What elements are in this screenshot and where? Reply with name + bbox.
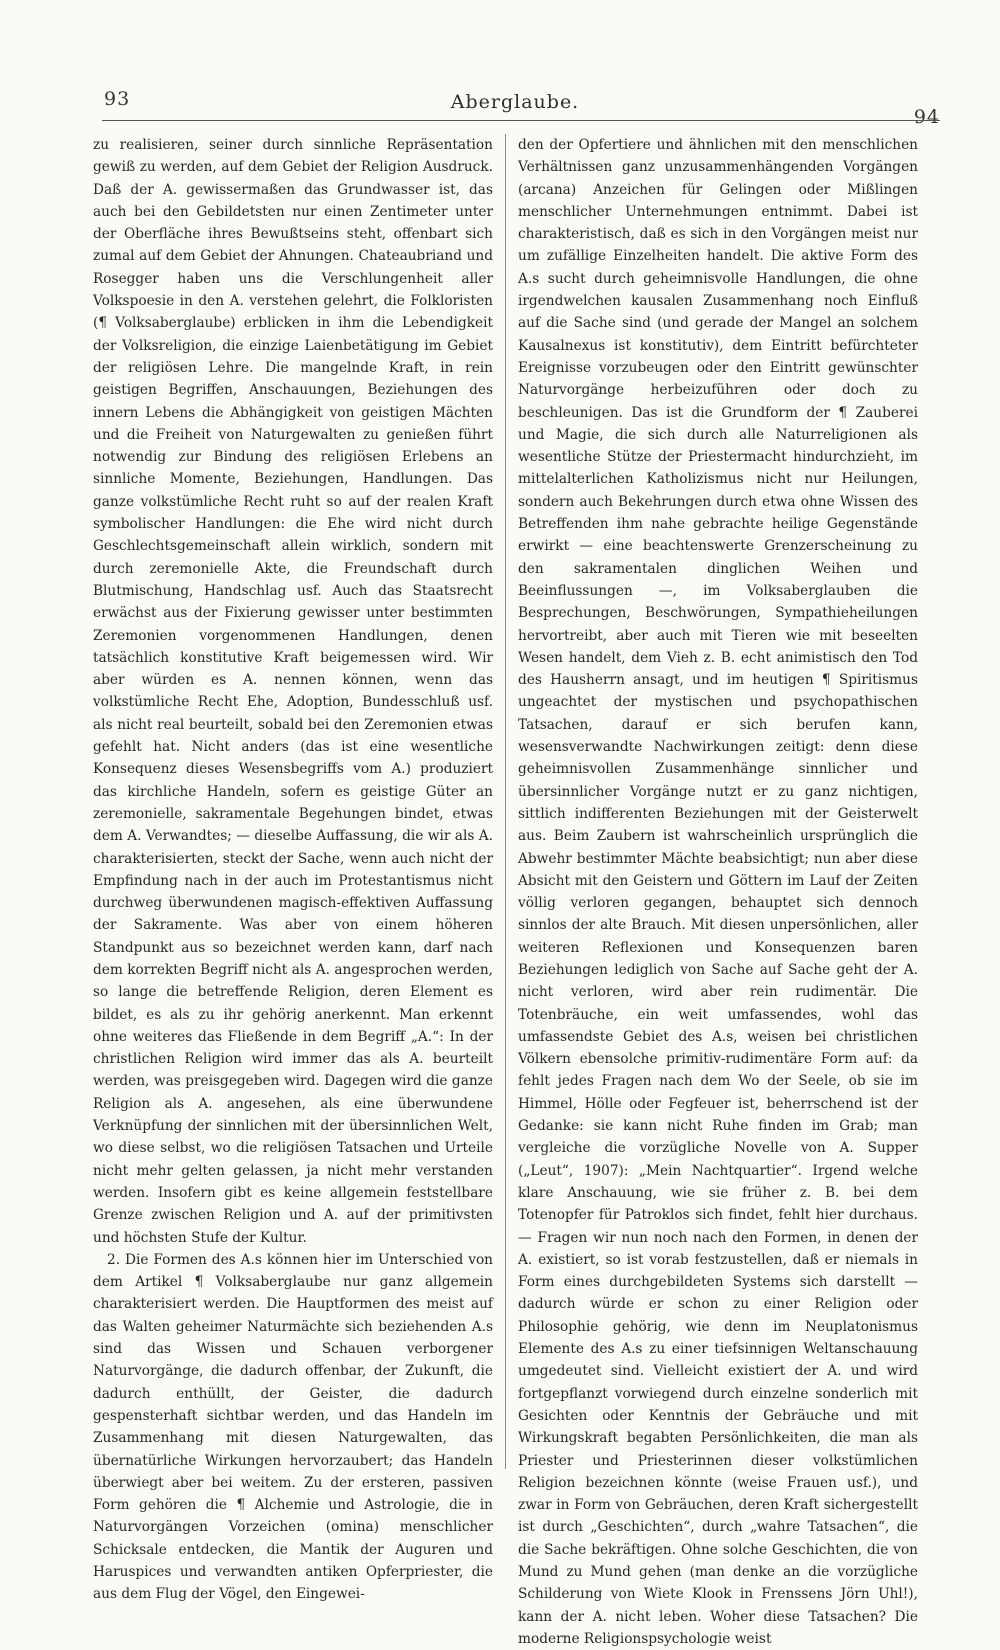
left-paragraph-2: 2. Die Formen des A.s können hier im Unterschied von dem Artikel ¶ Volksaberglaube nur ganz allgemein charakterisiert werden. Die Hauptformen des meist auf das Walten geheimer Naturmächte sich beziehenden A.s sind das Wissen und Schauen verborgener Naturvorgänge, die dadurch offenbar, der Zukunft, die dadurch enthüllt, der Geister, die dadurch gespensterhaft sichtbar werden, und das Handeln im Zusammenhang mit diesen Naturgewalten, das übernatürliche Wirkungen hervorzaubert; das Handeln überwiegt aber bei weitem. Zu der ersteren, passiven Form gehören die ¶ Alchemie und Astrologie, die in Naturvorgängen Vorzeichen (omina) menschlicher Schicksale entdecken, die Mantik der Auguren und Haruspices und verwandten antiken Opferpriester, die aus dem Flug der Vögel, den Eingewei- xyxy=(93,1251,493,1603)
page-header xyxy=(90,76,940,136)
left-column xyxy=(93,134,493,1603)
left-column-number: 93 xyxy=(104,88,131,110)
right-column-number: 94 xyxy=(913,106,940,128)
running-head-title: Aberglaube. xyxy=(450,91,580,113)
right-paragraph-1: den der Opfertiere und ähnlichen mit den menschlichen Verhältnissen ganz unzusammenhängenden Vorgängen (arcana) Anzeichen für Gelingen oder Mißlingen menschlicher Unternehmungen entnimmt. Dabei ist charakteristisch, daß es sich in den Vorgängen meist nur um zufällige Einzelheiten handelt. Die aktive Form des A.s sucht durch geheimnisvolle Handlungen, die ohne irgendwelchen kausalen Zusammenhang noch Einfluß auf die Sache sind (und gerade der Mangel an solchem Kausalnexus ist konstitutiv), dem Eintritt befürchteter Ereignisse vorzubeugen oder den Eintritt gewünschter Naturvorgänge herbeizuführen oder doch zu beschleunigen. Das ist die Grundform der ¶ Zauberei und Magie, die sich durch alle Naturreligionen als wesentliche Stütze der Priestermacht hindurchzieht, im mittelalterlichen Katholizismus nicht nur Heilungen, sondern auch Bekehrungen durch etwa ohne Wissen des Betreffenden ihm nahe gebrachte heilige Gegenstände erwirkt — eine beachtenswerte Grenzerscheinung zu den sakramentalen dinglichen Weihen und Beeinflussungen —, im Volksaberglauben die Besprechungen, Beschwörungen, Sympathieheilungen hervortreibt, aber auch mit Tieren wie mit beseelten Wesen handelt, dem Vieh z. B. echt animistisch den Tod des Hausherrn ansagt, und im heutigen ¶ Spiritismus ungeachtet der mystischen und psychopathischen Tatsachen, darauf er sich berufen kann, wesensverwandte Nachwirkungen zeitigt: denn diese geheimnisvollen Zusammenhänge sinnlicher und übersinnlicher Vorgänge nutzt er zu ganz nichtigen, sittlich indifferenten Beziehungen mit der Geisterwelt aus. Beim Zaubern ist wahrscheinlich ursprünglich die Abwehr bestimmter Mächte beabsichtigt; nun aber diese Absicht mit den Geistern und Göttern im Lauf der Zeiten völlig verloren gegangen, behauptet sich dennoch sinnlos der alte Brauch. Mit diesen unpersönlichen, aller weiteren Reflexionen und Konsequenzen baren Beziehungen lediglich von Sache auf Sache geht der A. nicht verloren, wird aber rein rudimentär. Die Totenbräuche, ein weit umfassendes, wohl das umfassendste Gebiet des A.s, weisen bei christlichen Völkern ebensolche primitiv-rudimentäre Form auf: da fehlt jedes Fragen nach dem Wo der Seele, ob sie im Himmel, Hölle oder Fegfeuer ist, beherrschend ist der Gedanke: sie kann nicht Ruhe finden im Grab; man vergleiche die vorzügliche Novelle von A. Supper („Leut“, 1907): „Mein Nachtquartier“. Irgend welche klare Anschauung, wie sie früher z. B. bei dem Totenopfer für Patroklos sich findet, fehlt hier durchaus. — Fragen wir nun noch nach den Formen, in denen der A. existiert, so ist vorab festzustellen, daß er niemals in Form eines durchgebildeten Systems sich darstellt — dadurch würde er schon zu einer Religion oder Philosophie gehörig, wie denn im Neuplatonismus Elemente des A.s zu einer tiefsinnigen Weltanschauung umgedeutet sind. Vielleicht existiert der A. und wird fortgepflanzt vorwiegend durch einzelne sonderlich mit Gesichten oder Kenntnis der Gebräuche und mit Wirkungskraft begabten Persönlichkeiten, die man als Priester und Priesterinnen dieser volkstümlichen Religion bezeichnen könnte (weise Frauen usf.), und zwar in Form von Gebräuchen, deren Kraft sichergestellt ist durch „Geschichten“, durch „wahre Tatsachen“, die die Sache bekräftigen. Ohne solche Geschichten, die von Mund zu Mund gehen (man denke an die vorzügliche Schilderung von Wiete Klook in Frenssens Jörn Uhl!), kann der A. nicht leben. Woher diese Tatsachen? Die moderne Religionspsychologie weist xyxy=(518,137,918,1647)
left-paragraph-1: zu realisieren, seiner durch sinnliche Repräsentation gewiß zu werden, auf dem Gebiet der Religion Ausdruck. Daß der A. gewissermaßen das Grundwasser ist, das auch bei den Gebildetsten nur einen Zentimeter unter der Oberfläche ihres Bewußtseins steht, offenbart sich zumal auf dem Gebiet der Ahnungen. Chateaubriand und Rosegger haben uns die Verschlungenheit aller Volkspoesie in den A. verstehen gelehrt, die Folkloristen (¶ Volksaberglaube) erblicken in ihm die Lebendigkeit der Volksreligion, die einzige Laienbetätigung im Gebiet der religiösen Lehre. Die mangelnde Kraft, in rein geistigen Begriffen, Anschauungen, Beziehungen des innern Lebens die Abhängigkeit von geistigen Mächten und die Freiheit von Naturgewalten zu genießen führt notwendig zur Bindung des religiösen Erlebens an sinnliche Momente, Beziehungen, Handlungen. Das ganze volkstümliche Recht ruht so auf der realen Kraft symbolischer Handlungen: die Ehe wird nicht durch Geschlechtsgemeinschaft allein wirklich, sondern mit durch zeremonielle Akte, die Freundschaft durch Blutmischung, Handschlag usf. Auch das Staatsrecht erwächst aus der Fixierung gewisser unter bestimmten Zeremonien vorgenommenen Handlungen, denen tatsächlich konstitutive Kraft beigemessen wird. Wir aber würden es A. nennen können, wenn das volkstümliche Recht Ehe, Adoption, Bundesschluß usf. als nicht real beurteilt, sobald bei den Zeremonien etwas gefehlt hat. Nicht anders (das ist eine wesentliche Konsequenz dieses Wesensbegriffs vom A.) produziert das kirchliche Handeln, sofern es geistige Güter an zeremonielle, sakramentale Begehungen bindet, etwas dem A. Verwandtes; — dieselbe Auffassung, die wir als A. charakterisierten, steckt der Sache, wenn auch nicht der Empfindung nach in der auch im Protestantismus nicht durchweg überwundenen magisch-effektiven Auffassung der Sakramente. Was aber von einem höheren Standpunkt aus so bezeichnet werden kann, darf nach dem korrekten Begriff nicht als A. angesprochen werden, so lange die betreffende Religion, deren Element es bildet, es als zu ihr gehörig anerkennt. Man erkennt ohne weiteres das Fließende in dem Begriff „A.“: In der christlichen Religion wird immer das als A. beurteilt werden, was preisgegeben wird. Dagegen wird die ganze Religion als A. angesehen, als eine überwundene Verknüpfung der sinnlichen mit der übersinnlichen Welt, wo diese selbst, wo die religiösen Tatsachen und Urteile nicht mehr gelten gelassen, ja nicht mehr verstanden werden. Insofern gibt es keine allgemein feststellbare Grenze zwischen Religion und A. auf der primitivsten und höchsten Stufe der Kultur. xyxy=(93,137,493,1246)
column-divider xyxy=(505,134,506,1469)
right-column xyxy=(518,134,918,1647)
header-rule xyxy=(102,120,940,121)
